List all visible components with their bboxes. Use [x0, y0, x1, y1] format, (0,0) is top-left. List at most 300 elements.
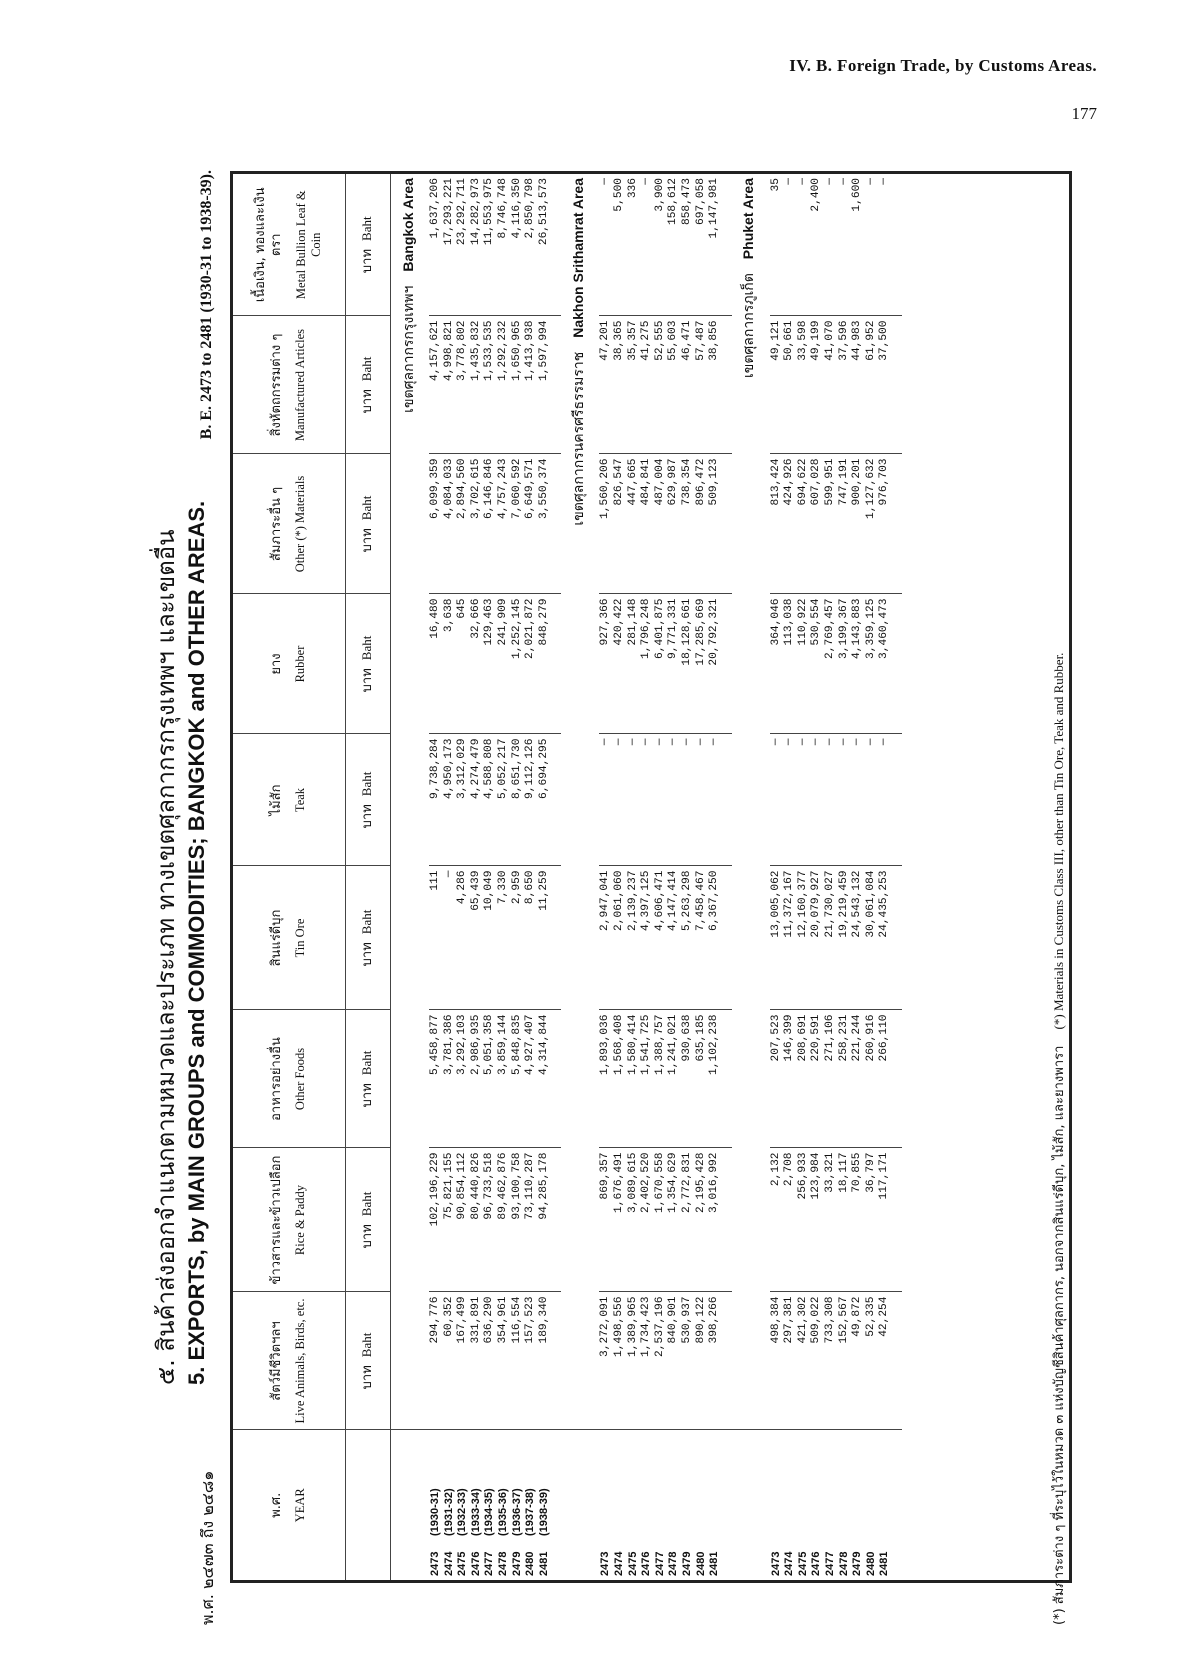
unit-english: Baht [359, 1191, 375, 1217]
value-cell: 3,638 [443, 594, 457, 734]
value-cell: 509,123 [708, 454, 722, 594]
value-cell: 11,259 [538, 866, 552, 1010]
value-cell: 38,856 [708, 316, 722, 454]
column-header-english: Teak [293, 787, 308, 813]
value-cell: 47,201 [599, 316, 613, 454]
value-cell: — [810, 734, 824, 866]
value-cell: 258,231 [838, 1010, 852, 1148]
value-cell: 1,560,206 [599, 454, 613, 594]
spacer-cell [551, 1292, 561, 1430]
spacer-cell [551, 316, 561, 454]
value-cell: 21,730,027 [824, 866, 838, 1010]
value-cell: 1,670,558 [654, 1148, 668, 1292]
value-cell: 20,792,321 [708, 594, 722, 734]
value-cell: 900,201 [851, 454, 865, 594]
value-cell: 52,555 [654, 316, 668, 454]
section-label-thai: เขตศุลกากรกรุงเทพฯ [400, 285, 417, 413]
year-value: 2479 [680, 1551, 693, 1576]
table-row [851, 174, 865, 1580]
value-cell: 3,460,473 [878, 594, 892, 734]
value-cell: — [797, 734, 811, 866]
value-cell: 2,195,428 [695, 1148, 709, 1292]
year-value: 2473 [599, 1551, 612, 1576]
value-cell: 4,116,350 [511, 174, 525, 316]
value-cell: 607,028 [810, 454, 824, 594]
value-cell: 4,950,173 [443, 734, 457, 866]
value-cell: 3,089,615 [627, 1148, 641, 1292]
year-range-value: (1936-37) [510, 1488, 523, 1536]
value-cell: 1,676,491 [613, 1148, 627, 1292]
value-cell: 484,841 [640, 454, 654, 594]
spacer-cell [892, 866, 902, 1010]
table-row [797, 174, 811, 1580]
value-cell: 38,365 [613, 316, 627, 454]
column-header-english: Manufactured Articles [293, 328, 308, 442]
year-cell [695, 1430, 709, 1580]
value-cell: 32,666 [470, 594, 484, 734]
value-cell: — [878, 734, 892, 866]
value-cell: 24,435,253 [878, 866, 892, 1010]
value-cell: 530,937 [681, 1292, 695, 1430]
value-cell: 1,734,423 [640, 1292, 654, 1430]
value-cell: 4,274,479 [470, 734, 484, 866]
value-cell: 1,252,145 [511, 594, 525, 734]
value-cell: 4,143,883 [851, 594, 865, 734]
year-cell [599, 1430, 613, 1580]
value-cell: 7,060,592 [511, 454, 525, 594]
value-cell: 1,533,535 [483, 316, 497, 454]
value-cell: 96,733,518 [483, 1148, 497, 1292]
value-cell: 167,499 [456, 1292, 470, 1430]
table-row [865, 174, 879, 1580]
section-label-english: Bangkok Area [399, 178, 416, 272]
section-label-english: Nakhon Srithamrat Area [570, 178, 587, 338]
year-cell [681, 1430, 695, 1580]
year-value: 2473 [769, 1551, 782, 1576]
table-row [497, 174, 511, 1580]
year-cell [538, 1430, 552, 1580]
value-cell: 1,241,021 [667, 1010, 681, 1148]
year-value: 2478 [837, 1551, 850, 1576]
value-cell: 19,219,459 [838, 866, 852, 1010]
value-cell: 3,900 [654, 174, 668, 316]
value-cell: 13,005,062 [770, 866, 784, 1010]
year-value: 2479 [510, 1551, 523, 1576]
year-range-value: (1935-36) [496, 1488, 509, 1536]
spacer-cell [722, 1430, 732, 1580]
spacer-cell [892, 174, 902, 316]
value-cell: 927,366 [599, 594, 613, 734]
value-cell: — [443, 866, 457, 1010]
table-row [456, 174, 470, 1580]
value-cell: 1,893,036 [599, 1010, 613, 1148]
section-spacer [551, 174, 561, 1580]
year-cell [456, 1430, 470, 1580]
value-cell: 6,099,359 [429, 454, 443, 594]
value-cell: 75,821,155 [443, 1148, 457, 1292]
value-cell: 3,312,029 [456, 734, 470, 866]
value-cell: 33,598 [797, 316, 811, 454]
value-cell: 49,872 [851, 1292, 865, 1430]
value-cell: 5,458,877 [429, 1010, 443, 1148]
column-header-english: Other (*) Materials [293, 475, 308, 573]
year-cell [667, 1430, 681, 1580]
value-cell: 146,399 [783, 1010, 797, 1148]
value-cell: 1,292,232 [497, 316, 511, 454]
value-cell: 1,600 [851, 174, 865, 316]
spacer-cell [892, 1010, 902, 1148]
value-cell: — [654, 734, 668, 866]
value-cell: — [627, 734, 641, 866]
year-value: 2481 [878, 1551, 891, 1576]
year-cell [797, 1430, 811, 1580]
value-cell: — [640, 734, 654, 866]
value-cell: 2,986,935 [470, 1010, 484, 1148]
value-cell: 55,603 [667, 316, 681, 454]
unit-thai: บาท [360, 1365, 376, 1390]
value-cell: 6,146,846 [483, 454, 497, 594]
table-row [654, 174, 668, 1580]
column-header-thai: สิ่งหัตถกรรมต่าง ๆ [269, 333, 285, 437]
unit-thai: บาท [360, 1224, 376, 1249]
spacer-cell [892, 1292, 902, 1430]
year-cell [483, 1430, 497, 1580]
spacer-cell [722, 316, 732, 454]
value-cell: 1,102,238 [708, 1010, 722, 1148]
spacer-cell [722, 1148, 732, 1292]
value-cell: 2,894,560 [456, 454, 470, 594]
table-row [538, 174, 552, 1580]
value-cell: 364,046 [770, 594, 784, 734]
section-label-spacer [561, 1430, 599, 1580]
unit-english: Baht [359, 216, 375, 241]
value-cell: 5,848,835 [511, 1010, 525, 1148]
spacer-cell [551, 1148, 561, 1292]
year-value: 2474 [612, 1551, 625, 1576]
section-spacer [722, 174, 732, 1580]
column-header-english: Rubber [293, 645, 308, 683]
section-label [732, 174, 770, 1430]
value-cell: 331,891 [470, 1292, 484, 1430]
section-label-thai: เขตศุลกากรนครศรีธรรมราช [571, 351, 588, 526]
value-cell: 158,612 [667, 174, 681, 316]
value-cell: — [599, 174, 613, 316]
value-cell: 1,580,414 [627, 1010, 641, 1148]
spacer-cell [722, 174, 732, 316]
year-value: 2479 [851, 1551, 864, 1576]
value-cell: 35 [770, 174, 784, 316]
value-cell: 2,959 [511, 866, 525, 1010]
table-row [511, 174, 525, 1580]
table-row [443, 174, 457, 1580]
spacer-cell [551, 866, 561, 1010]
exports-table [233, 174, 902, 1580]
section-spacer [892, 174, 902, 1580]
value-cell: 4,286 [456, 866, 470, 1010]
section-label-spacer [732, 1430, 770, 1580]
table-row [429, 174, 443, 1580]
value-cell: 1,389,965 [627, 1292, 641, 1430]
value-cell: 636,290 [483, 1292, 497, 1430]
value-cell: 70,855 [851, 1148, 865, 1292]
value-cell: 1,541,725 [640, 1010, 654, 1148]
column-header [233, 1430, 346, 1580]
value-cell: 297,381 [783, 1292, 797, 1430]
value-cell: 733,308 [824, 1292, 838, 1430]
column-header [233, 1292, 346, 1430]
value-cell: 35,357 [627, 316, 641, 454]
unit-english: Baht [359, 1332, 375, 1358]
value-cell: 2,537,196 [654, 1292, 668, 1430]
value-cell: — [824, 174, 838, 316]
year-cell [443, 1430, 457, 1580]
year-range-value: (1938-39) [537, 1488, 550, 1536]
column-header [233, 174, 346, 316]
year-cell [851, 1430, 865, 1580]
value-cell: 447,665 [627, 454, 641, 594]
value-cell: — [599, 734, 613, 866]
value-cell: 896,472 [695, 454, 709, 594]
column-header [233, 1010, 346, 1148]
value-cell: 102,196,229 [429, 1148, 443, 1292]
value-cell: 1,597,994 [538, 316, 552, 454]
year-cell [524, 1430, 538, 1580]
year-range-english: B. E. 2473 to 2481 (1930-31 to 1938-39). [198, 170, 215, 440]
value-cell: 20,079,927 [810, 866, 824, 1010]
year-range-value: (1933-34) [469, 1488, 482, 1536]
value-cell: 9,738,284 [429, 734, 443, 866]
value-cell: 747,191 [838, 454, 852, 594]
spacer-cell [722, 734, 732, 866]
value-cell: 421,302 [797, 1292, 811, 1430]
value-cell: — [797, 174, 811, 316]
value-cell: 2,402,520 [640, 1148, 654, 1292]
section-label-row [561, 174, 599, 1580]
spacer-cell [551, 1430, 561, 1580]
value-cell: 90,854,112 [456, 1148, 470, 1292]
unit-header [346, 454, 391, 594]
column-header-english: Live Animals, Birds, etc. [293, 1298, 308, 1424]
value-cell: 4,588,808 [483, 734, 497, 866]
value-cell: — [783, 174, 797, 316]
value-cell: 2,947,041 [599, 866, 613, 1010]
year-range-value: (1932-33) [456, 1488, 469, 1536]
value-cell: 1,796,248 [640, 594, 654, 734]
year-value: 2481 [708, 1551, 721, 1576]
value-cell: 4,147,414 [667, 866, 681, 1010]
value-cell: 5,052,217 [497, 734, 511, 866]
value-cell: 4,084,033 [443, 454, 457, 594]
value-cell: 1,413,938 [524, 316, 538, 454]
value-cell: 117,171 [878, 1148, 892, 1292]
value-cell: 8,651,730 [511, 734, 525, 866]
value-cell: 256,933 [797, 1148, 811, 1292]
value-cell: 738,354 [681, 454, 695, 594]
unit-thai: บาท [360, 942, 376, 967]
page-header [789, 56, 1097, 76]
unit-header [346, 734, 391, 866]
table-row [878, 174, 892, 1580]
value-cell: 207,523 [770, 1010, 784, 1148]
spacer-cell [551, 594, 561, 734]
value-cell: 2,772,831 [681, 1148, 695, 1292]
unit-header-row [346, 174, 391, 1580]
table-row [783, 174, 797, 1580]
year-cell [770, 1430, 784, 1580]
year-cell [824, 1430, 838, 1580]
value-cell: 50,661 [783, 316, 797, 454]
year-cell [783, 1430, 797, 1580]
column-header-english: Metal Bullion Leaf & Coin [293, 190, 324, 300]
value-cell: 271,106 [824, 1010, 838, 1148]
value-cell: 208,691 [797, 1010, 811, 1148]
footnote [1048, 653, 1069, 1625]
value-cell: 42,254 [878, 1292, 892, 1430]
value-cell: 294,776 [429, 1292, 443, 1430]
spacer-cell [551, 1010, 561, 1148]
table-body [391, 174, 903, 1580]
value-cell: 1,568,408 [613, 1010, 627, 1148]
section-label-english: Phuket Area [740, 178, 757, 260]
value-cell: 12,160,377 [797, 866, 811, 1010]
table-row [627, 174, 641, 1580]
section-title: IV. B. Foreign Trade, by Customs Areas. [789, 56, 1097, 75]
table-row [810, 174, 824, 1580]
column-header-thai: สัตว์มีชีวิตฯลฯ [269, 1321, 285, 1401]
value-cell: 10,049 [483, 866, 497, 1010]
value-cell: 80,440,826 [470, 1148, 484, 1292]
value-cell: 2,400 [810, 174, 824, 316]
year-value: 2475 [626, 1551, 639, 1576]
column-header-english: YEAR [293, 1488, 308, 1523]
rotated-table-page [118, 170, 1078, 1625]
value-cell: 113,038 [783, 594, 797, 734]
value-cell: 848,279 [538, 594, 552, 734]
column-header [233, 594, 346, 734]
table-row [640, 174, 654, 1580]
value-cell: 116,554 [511, 1292, 525, 1430]
year-range-thai: พ.ศ. ๒๔๗๓ ถึง ๒๔๘๑ [198, 1470, 217, 1625]
year-range-value: (1937-38) [524, 1488, 537, 1536]
value-cell: 599,951 [824, 454, 838, 594]
value-cell: 266,110 [878, 1010, 892, 1148]
unit-thai: บาท [360, 389, 376, 414]
section-label-row [391, 174, 430, 1580]
value-cell: 44,983 [851, 316, 865, 454]
year-cell [511, 1430, 525, 1580]
table-row [681, 174, 695, 1580]
value-cell: — [824, 734, 838, 866]
year-value: 2476 [469, 1551, 482, 1576]
unit-english: Baht [359, 356, 375, 382]
value-cell: 60,352 [443, 1292, 457, 1430]
value-cell: 152,567 [838, 1292, 852, 1430]
year-value: 2480 [864, 1551, 877, 1576]
value-cell: 2,132 [770, 1148, 784, 1292]
year-value: 2476 [810, 1551, 823, 1576]
value-cell: 18,128,661 [681, 594, 695, 734]
year-cell [654, 1430, 668, 1580]
column-header-thai: ไม้สัก [269, 784, 285, 816]
spacer-cell [892, 1430, 902, 1580]
value-cell: 2,139,237 [627, 866, 641, 1010]
year-value: 2480 [694, 1551, 707, 1576]
value-cell: 260,916 [865, 1010, 879, 1148]
value-cell: 26,513,573 [538, 174, 552, 316]
value-cell: 1,147,981 [708, 174, 722, 316]
value-cell: 2,061,060 [613, 866, 627, 1010]
value-cell: 424,926 [783, 454, 797, 594]
year-value: 2476 [640, 1551, 653, 1576]
value-cell: 398,266 [708, 1292, 722, 1430]
unit-header [346, 1430, 391, 1580]
spacer-cell [892, 734, 902, 866]
value-cell: 157,523 [524, 1292, 538, 1430]
value-cell: 869,357 [599, 1148, 613, 1292]
spacer-cell [892, 454, 902, 594]
year-cell [810, 1430, 824, 1580]
spacer-cell [722, 594, 732, 734]
column-header [233, 454, 346, 594]
page-number: 177 [1071, 104, 1097, 123]
value-cell: 420,422 [613, 594, 627, 734]
year-value: 2478 [667, 1551, 680, 1576]
section-label-spacer [391, 1430, 430, 1580]
value-cell: 33,321 [824, 1148, 838, 1292]
value-cell: 354,961 [497, 1292, 511, 1430]
spacer-cell [722, 1010, 732, 1148]
value-cell: 890,122 [695, 1292, 709, 1430]
table-row [770, 174, 784, 1580]
value-cell: 336 [627, 174, 641, 316]
value-cell: 123,984 [810, 1148, 824, 1292]
unit-thai: บาท [360, 1083, 376, 1108]
footnote-thai: (*) สัมภาระต่าง ๆ ที่ระบุไว้ในหมวด ๓ แห่งบัญชีสินค้าศุลกากร, นอกจากสินแร่ดีบุก, ไม้สัก, และยางพารา [1052, 1045, 1067, 1625]
year-value: 2480 [524, 1551, 537, 1576]
value-cell: — [613, 734, 627, 866]
value-cell: 2,021,872 [524, 594, 538, 734]
year-value: 2475 [796, 1551, 809, 1576]
value-cell: 93,100,758 [511, 1148, 525, 1292]
value-cell: — [865, 174, 879, 316]
spacer-cell [722, 1292, 732, 1430]
value-cell: 189,340 [538, 1292, 552, 1430]
table-row [470, 174, 484, 1580]
value-cell: 487,004 [654, 454, 668, 594]
value-cell: 1,354,629 [667, 1148, 681, 1292]
value-cell: — [708, 734, 722, 866]
value-cell: — [783, 734, 797, 866]
column-header-thai: สินแร่ดีบุก [269, 909, 285, 967]
table-row [824, 174, 838, 1580]
value-cell: — [667, 734, 681, 866]
section-label-row [732, 174, 770, 1580]
value-cell: 14,282,973 [470, 174, 484, 316]
value-cell: 41,070 [824, 316, 838, 454]
spacer-cell [892, 316, 902, 454]
value-cell: 3,778,802 [456, 316, 470, 454]
year-value: 2477 [824, 1551, 837, 1576]
value-cell: 111 [429, 866, 443, 1010]
value-cell: 3,859,144 [497, 1010, 511, 1148]
value-cell: — [695, 734, 709, 866]
year-value: 2474 [442, 1551, 455, 1576]
year-cell [878, 1430, 892, 1580]
value-cell: 1,127,632 [865, 454, 879, 594]
year-value: 2481 [537, 1551, 550, 1576]
value-cell: 694,622 [797, 454, 811, 594]
section-label [561, 174, 599, 1430]
